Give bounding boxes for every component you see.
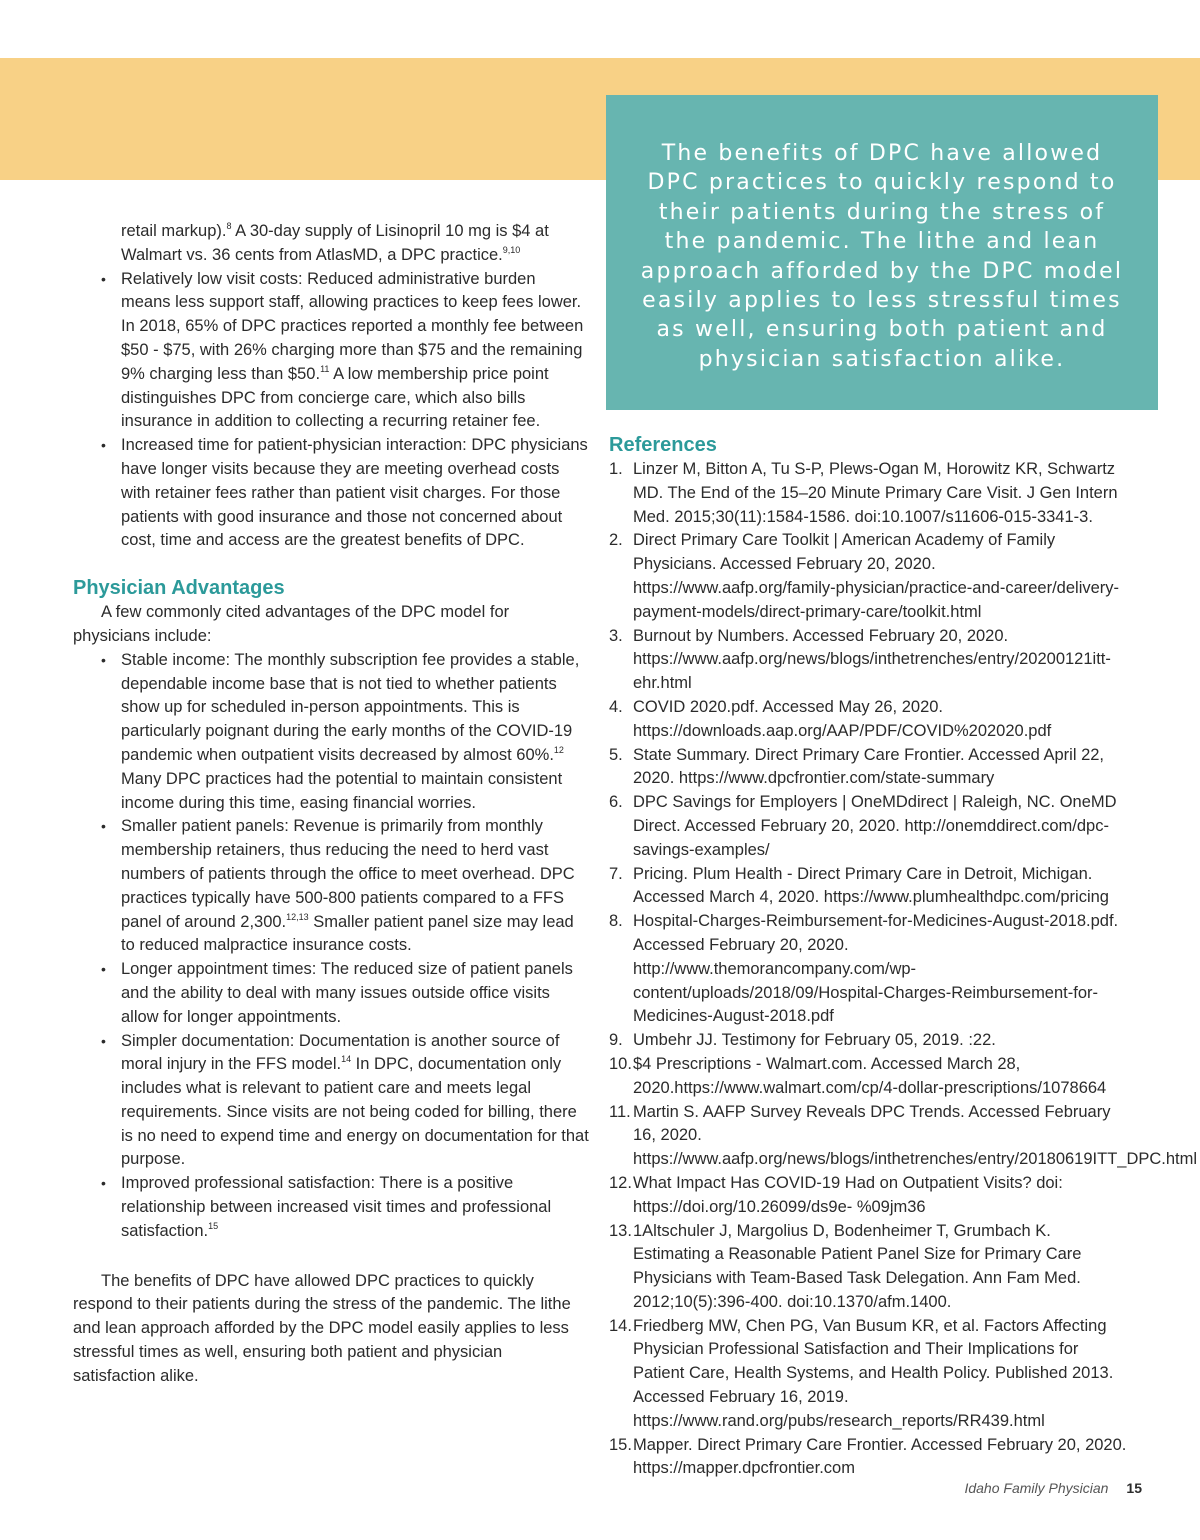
reference-item [609,791,1129,862]
bullet-text: Longer appointment times: The reduced size of patient panels and the ability to deal with many issues outside office visits allow for longer appointments. [121,960,573,1026]
bullet-text: Smaller patient panel size may lead to reduced malpractice insurance costs. [121,912,574,955]
reference-number: 9. [609,1031,623,1050]
reference-number: 10. [609,1054,632,1073]
bullet-icon: • [101,1032,106,1049]
list-item [73,1030,589,1173]
reference-text: DPC Savings for Employers | OneMDdirect | Raleigh, NC. OneMD Direct. Accessed February 20, 2020. http://onemddirect.com/dpc-savings-examples/ [633,793,1117,859]
reference-text: $4 Prescriptions - Walmart.com. Accessed March 28, 2020.https://www.walmart.com/cp/4-dollar-prescriptions/1078664 [633,1054,1107,1097]
reference-text: 1Altschuler J, Margolius D, Bodenheimer T, Grumbach K. Estimating a Reasonable Patient Panel Size for Primary Care Physicians with Team-Based Task Delegation. Ann Fam Med. 2012;10(5):396-400. doi:10.1370/afm.1400. [633,1221,1082,1311]
reference-number: 15. [609,1435,632,1454]
bullet-text: Stable income: The monthly subscription fee provides a stable, dependable income base that is not tied to whether patients show up for scheduled in-person appointments. This is particularly poignant during the early months of the COVID-19 pandemic when outpatient visits decreased by almost 60%. [121,650,580,764]
reference-number: 7. [609,864,623,883]
reference-text: Burnout by Numbers. Accessed February 20, 2020. https://www.aafp.org/news/blogs/inthetrenches/entry/20200121itt-ehr.html [633,626,1111,693]
bullet-text: Improved professional satisfaction: There is a positive relationship between increased visit times and professional satisfaction. [121,1174,552,1240]
list-item [73,1172,589,1243]
page-number: 15 [1126,1480,1142,1496]
reference-number: 8. [609,912,623,931]
reference-item [609,1172,1129,1220]
reference-text: Umbehr JJ. Testimony for February 05, 2019. :22. [633,1031,996,1050]
intro-paragraph: A few commonly cited advantages of the DPC model for physicians include: [73,603,510,645]
closing-paragraph: The benefits of DPC have allowed DPC practices to quickly respond to their patients during the stress of the pandemic. The lithe and lean approach afforded by the DPC model easily applies to less stressful times as well, ensuring both patient and physician satisfaction alike. [73,1271,571,1385]
bullet-text: In DPC, documentation only includes what is relevant to patient care and meets legal requirements. Since visits are not being coded for billing, there is no need to expend time and energy on documentation for that purpose. [121,1055,589,1169]
reference-text: Direct Primary Care Toolkit | American Academy of Family Physicians. Accessed February 20, 2020. https://www.aafp.org/family-physician/practice-and-career/delivery-payment-models/direct-primary-care/toolkit.html [633,531,1120,621]
reference-number: 4. [609,697,623,716]
bullet-text: Simpler documentation: Documentation is another source of moral injury in the FFS model. [121,1031,560,1074]
bullet-icon: • [101,818,106,835]
dpc-benefits-list [73,268,589,554]
reference-item [609,696,1129,744]
continued-bullet [73,220,589,268]
list-item [73,434,589,553]
reference-text: COVID 2020.pdf. Accessed May 26, 2020. https://downloads.aap.org/AAP/PDF/COVID%202020.pdf [633,697,1052,740]
continued-text: retail markup). [121,222,227,240]
references-column [609,432,1198,1481]
reference-text: Hospital-Charges-Reimbursement-for-Medicines-August-2018.pdf. Accessed February 20, 2020. http://www.themorancompany.com/wp-content/uploads/2018/09/Hospital-Charges-Reimbursement-for-Medicines-August-2018.pdf [633,912,1119,1026]
reference-number: 2. [609,531,623,550]
reference-number: 13. [609,1221,632,1240]
reference-number: 1. [609,460,623,478]
reference-item [609,1315,1129,1434]
reference-item [609,458,1129,529]
list-item [73,958,589,1029]
bullet-icon: • [101,270,106,287]
references-list [609,458,1198,1481]
citation-sup: 11 [320,363,330,374]
citation-sup: 12 [553,744,564,755]
citation-sup: 14 [341,1054,352,1065]
list-item [73,649,589,816]
page-footer [964,1480,1142,1496]
reference-number: 5. [609,745,623,764]
pull-quote-text: The benefits of DPC have allowed DPC practices to quickly respond to their patients during the stress of the pandemic. The lithe and lean approach afforded by the DPC model easily applies to less stressful times as well, ensuring both patient and physician satisfaction alike. [640,141,1124,372]
citation-sup: 12,13 [286,911,309,922]
citation-sup: 8 [226,221,232,231]
reference-item [609,625,1129,696]
reference-text: Martin S. AAFP Survey Reveals DPC Trends. Accessed February 16, 2020. https://www.aafp.org/news/blogs/inthetrenches/entry/20180619ITT_DPC.html [633,1102,1198,1169]
reference-item [609,1029,1129,1053]
reference-number: 12. [609,1173,632,1192]
reference-item [609,1434,1129,1482]
reference-text: Pricing. Plum Health - Direct Primary Care in Detroit, Michigan. Accessed March 4, 2020. https://www.plumhealthdpc.com/pricing [633,864,1109,907]
bullet-text: Smaller patient panels: Revenue is primarily from monthly membership retainers, thus reducing the need to herd vast numbers of patients through the office to meet overhead. DPC practices typically have 500-800 patients compared to a FFS panel of around 2,300. [121,817,575,931]
reference-item [609,1053,1129,1101]
citation-sup: 15 [208,1220,219,1231]
reference-item [609,863,1129,911]
reference-text: Mapper. Direct Primary Care Frontier. Accessed February 20, 2020. https://mapper.dpcfrontier.com [633,1435,1127,1478]
reference-item [609,1220,1129,1315]
bullet-text: Increased time for patient-physician interaction: DPC physicians have longer visits because they are meeting overhead costs with retainer fees rather than patient visit charges. For those patients with good insurance and those not concerned about cost, time and access are the greatest benefits of DPC. [121,436,588,550]
section-heading: Physician Advantages [73,577,285,600]
reference-number: 14. [609,1316,632,1335]
physician-advantages-list [73,649,589,1244]
reference-text: What Impact Has COVID-19 Had on Outpatient Visits? doi: https://doi.org/10.26099/ds9e- %09jm36 [633,1173,1063,1216]
bullet-icon: • [101,961,106,978]
magazine-name: Idaho Family Physician [964,1480,1109,1496]
pull-quote [606,95,1158,410]
list-item [73,268,589,435]
bullet-icon: • [101,651,106,668]
bullet-text: Many DPC practices had the potential to maintain consistent income during this time, easing financial worries. [121,769,563,812]
reference-text: Friedberg MW, Chen PG, Van Busum KR, et al. Factors Affecting Physician Professional Satisfaction and Their Implications for Patient Care, Health Systems, and Health Policy. Published 2013. Accessed February 16, 2019. https://www.rand.org/pubs/research_reports/RR439.html [633,1316,1114,1430]
bullet-icon: • [101,1175,106,1192]
reference-item [609,910,1129,1029]
continued-text: A 30-day supply of Lisinopril 10 mg is $4 at Walmart vs. 36 cents from AtlasMD, a DPC practice. [121,222,549,264]
reference-item [609,744,1129,792]
citation-sup: 9,10 [502,244,521,255]
bullet-text: Relatively low visit costs: Reduced administrative burden means less support staff, allowing practices to keep fees lower. In 2018, 65% of DPC practices reported a monthly fee between $50 - $75, with 26% charging more than $75 and the remaining 9% charging less than $50. [121,269,584,383]
reference-number: 3. [609,626,623,645]
bullet-text: A low membership price point distinguishes DPC from concierge care, which also bills insurance in addition to collecting a recurring retainer fee. [121,364,549,431]
list-item [73,815,589,958]
reference-text: State Summary. Direct Primary Care Frontier. Accessed April 22, 2020. https://www.dpcfrontier.com/state-summary [633,745,1105,788]
left-column [73,220,589,1389]
references-heading: References [609,434,717,456]
reference-item [609,529,1129,624]
reference-item [609,1101,1198,1172]
reference-number: 11. [609,1102,631,1121]
reference-text: Linzer M, Bitton A, Tu S-P, Plews-Ogan M, Horowitz KR, Schwartz MD. The End of the 15–20 Minute Primary Care Visit. J Gen Intern Med. 2015;30(11):1584-1586. doi:10.1007/s11606-015-3341-3. [633,460,1118,526]
reference-number: 6. [609,793,623,812]
bullet-icon: • [101,437,106,454]
